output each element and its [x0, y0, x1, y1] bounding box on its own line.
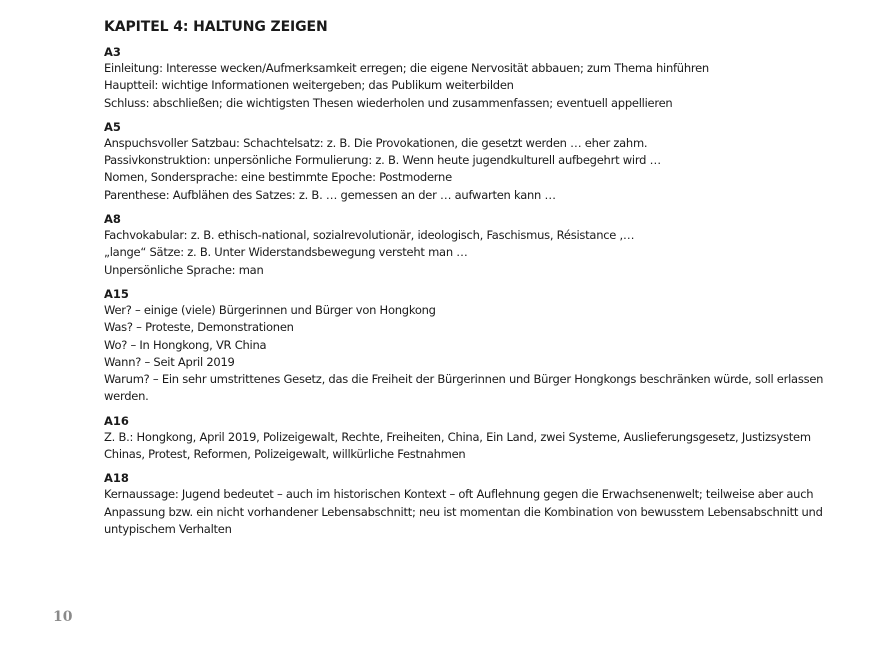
chapter-title: KAPITEL 4: HALTUNG ZEIGEN — [104, 19, 328, 35]
answer-line: Wer? – einige (viele) Bürgerinnen und Bürger von Hongkong — [104, 302, 436, 317]
section-heading: A5 — [104, 119, 121, 134]
answer-line: „lange“ Sätze: z. B. Unter Widerstandsbewegung versteht man … — [104, 245, 468, 260]
answer-sections — [104, 45, 834, 538]
section-heading: A15 — [104, 286, 129, 301]
section-heading: A18 — [104, 471, 129, 486]
answer-section-a16 — [104, 414, 834, 464]
answer-line: Z. B.: Hongkong, April 2019, Polizeigewalt, Rechte, Freiheiten, China, Ein Land, zwei Systeme, Auslieferungsgesetz, Justizsystem — [104, 429, 811, 444]
answer-line: Parenthese: Aufblähen des Satzes: z. B. … gemessen an der … aufwarten kann … — [104, 187, 556, 202]
answer-line: Anpassung bzw. ein nicht vorhandener Lebensabschnitt; neu ist momentan die Kombination von bewusstem Lebensabschnitt und — [104, 504, 823, 519]
answer-line: Was? – Proteste, Demonstrationen — [104, 320, 294, 335]
answer-line: Hauptteil: wichtige Informationen weitergeben; das Publikum weiterbilden — [104, 78, 514, 93]
answer-line: Wo? – In Hongkong, VR China — [104, 337, 267, 352]
answer-line: untypischem Verhalten — [104, 521, 232, 536]
answer-line: werden. — [104, 389, 149, 404]
answer-line: Kernaussage: Jugend bedeutet – auch im historischen Kontext – oft Auflehnung gegen die Erwachsenenwelt; teilweise aber auch — [104, 487, 814, 502]
answer-section-a15 — [104, 287, 834, 406]
answer-section-a5 — [104, 120, 834, 204]
answer-section-a3 — [104, 45, 834, 112]
answer-line: Fachvokabular: z. B. ethisch-national, sozialrevolutionär, ideologisch, Faschismus, Résistance ,… — [104, 228, 635, 243]
answer-section-a8 — [104, 212, 834, 279]
section-heading: A16 — [104, 413, 129, 428]
answer-line: Passivkonstruktion: unpersönliche Formulierung: z. B. Wenn heute jugendkulturell aufbegehrt wird … — [104, 153, 661, 168]
section-heading: A8 — [104, 212, 121, 227]
answer-line: Chinas, Protest, Reformen, Polizeigewalt, willkürliche Festnahmen — [104, 447, 466, 462]
answer-line: Einleitung: Interesse wecken/Aufmerksamkeit erregen; die eigene Nervosität abbauen; zum Thema hinführen — [104, 61, 709, 75]
answer-line: Schluss: abschließen; die wichtigsten Thesen wiederholen und zusammenfassen; eventuell appellieren — [104, 95, 673, 110]
answer-line: Anspuchsvoller Satzbau: Schachtelsatz: z. B. Die Provokationen, die gesetzt werden … eher zahm. — [104, 135, 648, 150]
section-heading: A3 — [104, 45, 121, 59]
page-number: 10 — [53, 609, 73, 625]
answer-line: Nomen, Sondersprache: eine bestimmte Epoche: Postmoderne — [104, 170, 452, 185]
answer-line: Unpersönliche Sprache: man — [104, 262, 264, 277]
answer-section-a18 — [104, 471, 834, 538]
answer-line: Wann? – Seit April 2019 — [104, 354, 235, 369]
answer-line: Warum? – Ein sehr umstrittenes Gesetz, das die Freiheit der Bürgerinnen und Bürger Hongkongs beschränken würde, soll erlassen — [104, 372, 824, 387]
page-content — [104, 18, 834, 546]
